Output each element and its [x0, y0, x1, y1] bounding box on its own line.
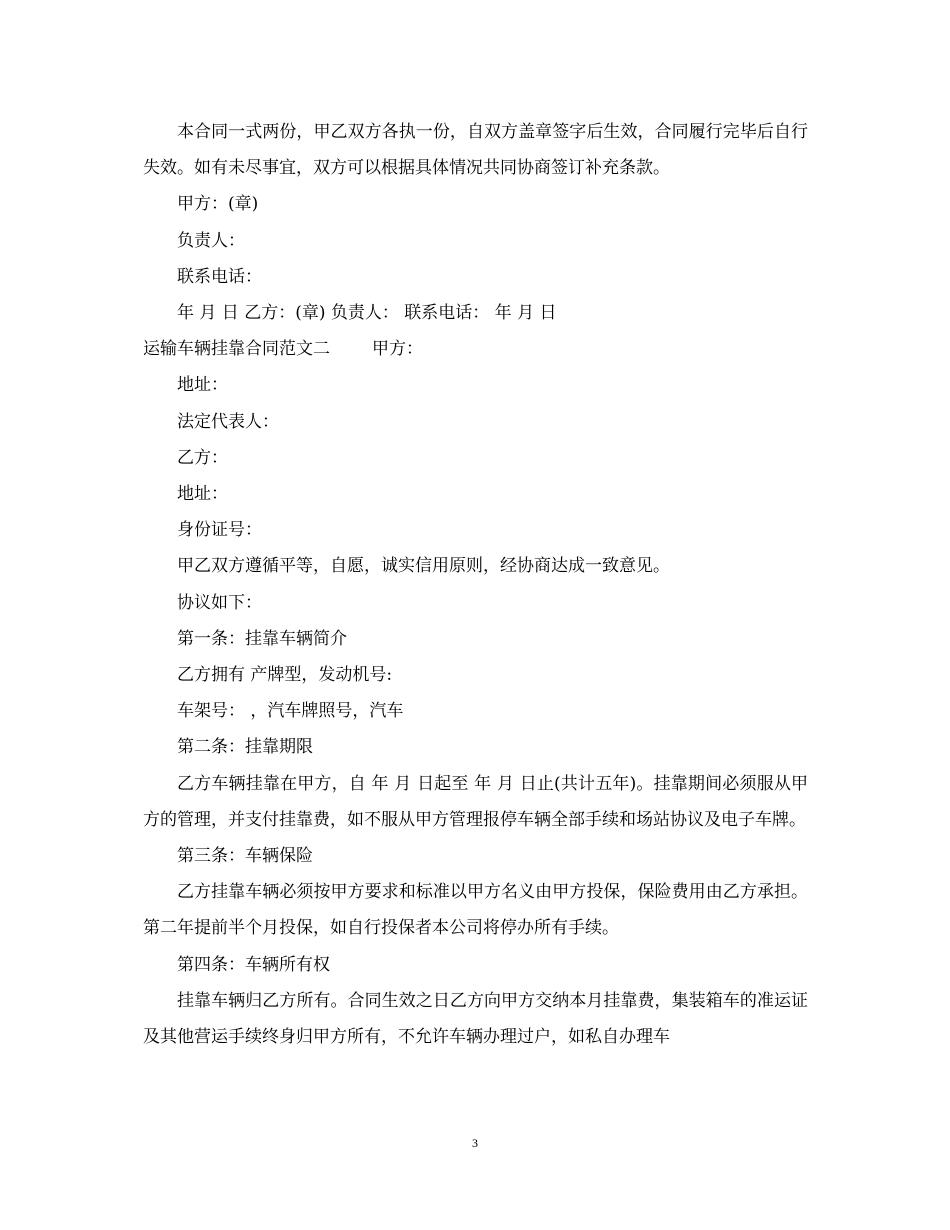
paragraph: 身份证号： [177, 520, 262, 541]
paragraph: 法定代表人： [177, 411, 279, 432]
paragraph: 联系电话： [177, 266, 262, 287]
paragraph: 本合同一式两份，甲乙双方各执一份，自双方盖章签字后生效，合同履行完毕后自行失效。如有未尽事宜，双方可以根据具体情况共同协商签订补充条款。 [143, 122, 808, 179]
paragraph: 协议如下： [177, 592, 262, 613]
paragraph: 乙方挂靠车辆必须按甲方要求和标准以甲方名义由甲方投保，保险费用由乙方承担。第二年提前半个月投保，如自行投保者本公司将停办所有手续。 [143, 882, 808, 939]
article-heading: 第一条：挂靠车辆简介 [177, 628, 347, 649]
paragraph: 车架号： ，汽车牌照号，汽车 [177, 701, 404, 722]
section-heading-line [143, 331, 808, 367]
article-heading: 第二条：挂靠期限 [177, 737, 313, 758]
article-heading: 第四条：车辆所有权 [177, 954, 330, 975]
paragraph: 负责人： [177, 230, 245, 251]
paragraph: 甲方：(章) [177, 194, 259, 215]
document-body [143, 114, 808, 1055]
paragraph: 年 月 日 乙方：(章) 负责人： 联系电话： 年 月 日 [177, 303, 557, 324]
paragraph: 乙方车辆挂靠在甲方，自 年 月 日起至 年 月 日止(共计五年)。挂靠期间必须服从甲方的管理，并支付挂靠费，如不服从甲方管理报停车辆全部手续和场站协议及电子车牌。 [143, 773, 808, 830]
article-heading: 第三条：车辆保险 [177, 846, 313, 867]
paragraph: 乙方拥有 产牌型，发动机号: [177, 665, 393, 686]
paragraph: 甲乙双方遵循平等，自愿，诚实信用原则，经协商达成一致意见。 [177, 556, 670, 577]
party-a-label: 甲方： [372, 339, 423, 360]
section-heading: 运输车辆挂靠合同范文二 [143, 339, 330, 360]
page-number: 3 [472, 1136, 478, 1150]
paragraph: 乙方： [177, 447, 228, 468]
paragraph: 地址： [177, 484, 228, 505]
paragraph: 挂靠车辆归乙方所有。合同生效之日乙方向甲方交纳本月挂靠费，集装箱车的准运证及其他营运手续终身归甲方所有，不允许车辆办理过户，如私自办理车 [143, 990, 808, 1048]
paragraph: 地址： [177, 375, 228, 396]
